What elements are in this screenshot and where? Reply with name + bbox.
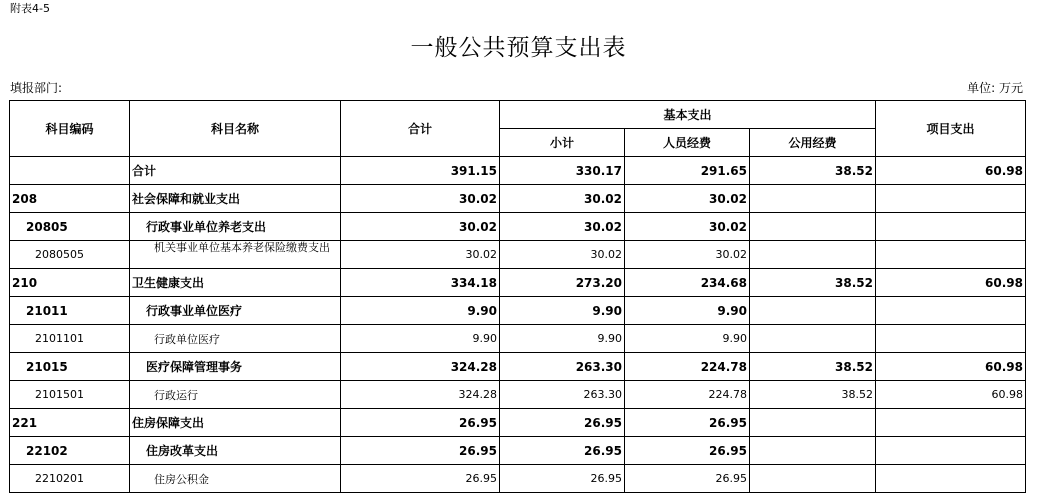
cell-public: 38.52 (750, 157, 876, 185)
cell-code: 2080505 (10, 241, 130, 269)
cell-project: 60.98 (876, 381, 1026, 409)
cell-personnel: 30.02 (625, 241, 750, 269)
cell-project (876, 297, 1026, 325)
cell-personnel: 30.02 (625, 213, 750, 241)
table-row (10, 241, 1026, 269)
table-row (10, 213, 1026, 241)
budget-table (9, 100, 1026, 493)
table-row (10, 353, 1026, 381)
cell-code (10, 157, 130, 185)
cell-total: 30.02 (341, 213, 500, 241)
cell-total: 30.02 (341, 185, 500, 213)
cell-subtotal: 30.02 (500, 213, 625, 241)
cell-subtotal: 263.30 (500, 381, 625, 409)
col-header-basic: 基本支出 (500, 101, 876, 129)
cell-name: 行政事业单位养老支出 (130, 213, 341, 241)
cell-name: 行政事业单位医疗 (130, 297, 341, 325)
cell-public (750, 437, 876, 465)
cell-total: 334.18 (341, 269, 500, 297)
unit-label: 单位: 万元 (967, 81, 1023, 95)
table-row (10, 465, 1026, 493)
cell-public (750, 297, 876, 325)
cell-total: 26.95 (341, 465, 500, 493)
table-row (10, 437, 1026, 465)
cell-subtotal: 26.95 (500, 409, 625, 437)
cell-total: 324.28 (341, 353, 500, 381)
cell-total: 30.02 (341, 241, 500, 269)
table-row (10, 409, 1026, 437)
cell-project (876, 241, 1026, 269)
table-row (10, 297, 1026, 325)
cell-name: 合计 (130, 157, 341, 185)
col-header-subtotal: 小计 (500, 129, 625, 157)
cell-name: 卫生健康支出 (130, 269, 341, 297)
page-title: 一般公共预算支出表 (410, 35, 627, 61)
cell-subtotal: 330.17 (500, 157, 625, 185)
cell-total: 9.90 (341, 325, 500, 353)
cell-total: 324.28 (341, 381, 500, 409)
cell-project (876, 325, 1026, 353)
table-row (10, 381, 1026, 409)
cell-personnel: 9.90 (625, 297, 750, 325)
col-header-total: 合计 (341, 101, 500, 157)
cell-subtotal: 9.90 (500, 325, 625, 353)
cell-code: 22102 (10, 437, 130, 465)
col-header-name: 科目名称 (130, 101, 341, 157)
cell-subtotal: 9.90 (500, 297, 625, 325)
header-row-1 (10, 101, 1026, 129)
col-header-public: 公用经费 (750, 129, 876, 157)
cell-personnel: 234.68 (625, 269, 750, 297)
col-header-personnel: 人员经费 (625, 129, 750, 157)
col-header-project: 项目支出 (876, 101, 1026, 157)
cell-total: 26.95 (341, 437, 500, 465)
cell-subtotal: 30.02 (500, 241, 625, 269)
cell-public (750, 241, 876, 269)
cell-name: 住房改革支出 (130, 437, 341, 465)
cell-code: 2210201 (10, 465, 130, 493)
table-body (10, 157, 1026, 493)
cell-personnel: 30.02 (625, 185, 750, 213)
cell-project (876, 185, 1026, 213)
cell-project: 60.98 (876, 157, 1026, 185)
cell-code: 208 (10, 185, 130, 213)
cell-public (750, 213, 876, 241)
cell-project (876, 465, 1026, 493)
cell-project: 60.98 (876, 269, 1026, 297)
cell-personnel: 9.90 (625, 325, 750, 353)
cell-public (750, 409, 876, 437)
cell-project (876, 409, 1026, 437)
attachment-label: 附表4-5 (10, 2, 50, 15)
cell-name: 行政运行 (130, 381, 341, 409)
cell-project: 60.98 (876, 353, 1026, 381)
cell-personnel: 26.95 (625, 437, 750, 465)
cell-code: 2101101 (10, 325, 130, 353)
cell-public: 38.52 (750, 353, 876, 381)
table-row (10, 269, 1026, 297)
cell-personnel: 26.95 (625, 465, 750, 493)
cell-total: 391.15 (341, 157, 500, 185)
cell-code: 2101501 (10, 381, 130, 409)
cell-public (750, 465, 876, 493)
cell-total: 26.95 (341, 409, 500, 437)
cell-name: 医疗保障管理事务 (130, 353, 341, 381)
col-header-code: 科目编码 (10, 101, 130, 157)
cell-personnel: 26.95 (625, 409, 750, 437)
cell-name: 住房保障支出 (130, 409, 341, 437)
cell-code: 20805 (10, 213, 130, 241)
cell-subtotal: 30.02 (500, 185, 625, 213)
cell-subtotal: 263.30 (500, 353, 625, 381)
cell-personnel: 224.78 (625, 353, 750, 381)
cell-name: 机关事业单位基本养老保险缴费支出 (130, 241, 341, 269)
cell-personnel: 224.78 (625, 381, 750, 409)
cell-name: 行政单位医疗 (130, 325, 341, 353)
cell-code: 210 (10, 269, 130, 297)
cell-public (750, 185, 876, 213)
cell-name: 社会保障和就业支出 (130, 185, 341, 213)
cell-code: 221 (10, 409, 130, 437)
cell-public (750, 325, 876, 353)
table-row (10, 157, 1026, 185)
cell-name: 住房公积金 (130, 465, 341, 493)
cell-subtotal: 26.95 (500, 465, 625, 493)
table-row (10, 325, 1026, 353)
cell-project (876, 213, 1026, 241)
cell-public: 38.52 (750, 381, 876, 409)
cell-subtotal: 273.20 (500, 269, 625, 297)
cell-total: 9.90 (341, 297, 500, 325)
cell-subtotal: 26.95 (500, 437, 625, 465)
fill-department-label: 填报部门: (10, 81, 63, 95)
cell-code: 21011 (10, 297, 130, 325)
cell-project (876, 437, 1026, 465)
cell-public: 38.52 (750, 269, 876, 297)
cell-personnel: 291.65 (625, 157, 750, 185)
table-row (10, 185, 1026, 213)
cell-code: 21015 (10, 353, 130, 381)
